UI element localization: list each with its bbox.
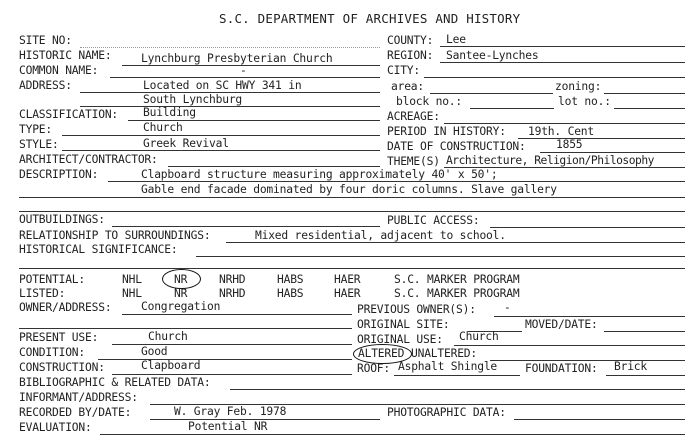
architect-line bbox=[168, 166, 380, 167]
potential-label: POTENTIAL: bbox=[19, 273, 86, 286]
listed-habs: HABS bbox=[277, 287, 304, 300]
listed-haer: HAER bbox=[334, 287, 361, 300]
potential-nrhd: NRHD bbox=[219, 273, 246, 286]
address-line2: South Lynchburg bbox=[143, 93, 243, 106]
site-no-label: SITE NO: bbox=[19, 34, 72, 47]
potential-haer: HAER bbox=[334, 273, 361, 286]
block-label: block no.: bbox=[396, 95, 463, 108]
date-label: DATE OF CONSTRUCTION: bbox=[387, 140, 526, 153]
city-line bbox=[424, 77, 685, 78]
original-site-label: ORIGINAL SITE: bbox=[357, 318, 450, 331]
informant-label: INFORMANT/ADDRESS: bbox=[19, 391, 138, 404]
condition-line bbox=[98, 359, 352, 360]
potential-marker: S.C. MARKER PROGRAM bbox=[394, 273, 520, 286]
period-label: PERIOD IN HISTORY: bbox=[387, 125, 506, 138]
relationship-label: RELATIONSHIP TO SURROUNDINGS: bbox=[19, 229, 211, 242]
address-line1: Located on SC HWY 341 in bbox=[143, 79, 302, 92]
foundation-value: Brick bbox=[614, 360, 648, 373]
region-line bbox=[440, 62, 685, 63]
outbuildings-label: OUTBUILDINGS: bbox=[19, 213, 105, 226]
unaltered-label: UNALTERED: bbox=[411, 347, 478, 360]
significance-label: HISTORICAL SIGNIFICANCE: bbox=[19, 243, 178, 256]
present-use-value: Church bbox=[148, 330, 188, 343]
foundation-label: FOUNDATION: bbox=[525, 362, 598, 375]
previous-owner-value: - bbox=[504, 301, 511, 314]
type-value: Church bbox=[143, 121, 183, 134]
address-label: ADDRESS: bbox=[19, 79, 72, 92]
listed-nhl: NHL bbox=[122, 287, 142, 300]
foundation-line bbox=[606, 375, 685, 376]
area-line bbox=[430, 93, 553, 94]
area-label: area: bbox=[391, 80, 425, 93]
description-rule-2 bbox=[19, 197, 685, 198]
roof-value: Asphalt Shingle bbox=[398, 360, 498, 373]
condition-value: Good bbox=[141, 345, 168, 358]
outbuildings-line bbox=[112, 226, 380, 227]
common-name-line bbox=[110, 77, 380, 78]
classification-value: Building bbox=[143, 106, 196, 119]
recorded-label: RECORDED BY/DATE: bbox=[19, 406, 132, 419]
photographic-line bbox=[514, 419, 685, 420]
classification-label: CLASSIFICATION: bbox=[19, 108, 119, 121]
address-line-2 bbox=[80, 106, 380, 107]
region-value: Santee-Lynches bbox=[446, 49, 539, 62]
original-use-line bbox=[454, 345, 685, 346]
present-use-label: PRESENT USE: bbox=[19, 331, 99, 344]
listed-marker: S.C. MARKER PROGRAM bbox=[394, 287, 520, 300]
moved-label: MOVED/DATE: bbox=[525, 318, 598, 331]
unaltered-line bbox=[490, 360, 685, 361]
county-label: COUNTY: bbox=[387, 34, 434, 47]
acreage-line bbox=[444, 123, 685, 124]
lot-line bbox=[614, 108, 685, 109]
evaluation-line bbox=[100, 434, 685, 435]
construction-label: CONSTRUCTION: bbox=[19, 361, 105, 374]
previous-owner-label: PREVIOUS OWNER(S): bbox=[357, 303, 476, 316]
zoning-label: zoning: bbox=[555, 80, 602, 93]
zoning-line bbox=[604, 93, 685, 94]
public-access-label: PUBLIC ACCESS: bbox=[387, 214, 480, 227]
bibliographic-line bbox=[230, 389, 685, 390]
description-rule-3 bbox=[19, 211, 685, 212]
theme-label: THEME(S) bbox=[387, 155, 440, 168]
recorded-value: W. Gray Feb. 1978 bbox=[174, 405, 287, 418]
city-label: CITY: bbox=[387, 64, 421, 77]
significance-rule bbox=[19, 268, 685, 269]
roof-label: ROOF: bbox=[357, 362, 391, 375]
construction-line bbox=[112, 374, 352, 375]
relationship-value: Mixed residential, adjacent to school. bbox=[255, 229, 506, 242]
architect-label: ARCHITECT/CONTRACTOR: bbox=[19, 153, 158, 166]
bibliographic-label: BIBLIOGRAPHIC & RELATED DATA: bbox=[19, 376, 211, 389]
description-label: DESCRIPTION: bbox=[19, 168, 99, 181]
region-label: REGION: bbox=[387, 49, 434, 62]
condition-label: CONDITION: bbox=[19, 346, 86, 359]
description-line1: Clapboard structure measuring approximately 40' x 50'; bbox=[141, 168, 498, 181]
period-value: 19th. Cent bbox=[528, 125, 595, 138]
potential-habs: HABS bbox=[277, 273, 304, 286]
potential-nr-circle bbox=[162, 269, 201, 289]
type-label: TYPE: bbox=[19, 123, 53, 136]
page-title: S.C. DEPARTMENT OF ARCHIVES AND HISTORY bbox=[219, 11, 521, 26]
listed-nrhd: NRHD bbox=[219, 287, 246, 300]
moved-line bbox=[604, 331, 685, 332]
original-use-label: ORIGINAL USE: bbox=[357, 333, 443, 346]
lot-label: lot no.: bbox=[558, 95, 611, 108]
evaluation-label: EVALUATION: bbox=[19, 421, 92, 434]
public-access-line bbox=[490, 227, 685, 228]
roof-line bbox=[394, 375, 520, 376]
evaluation-value: Potential NR bbox=[188, 420, 268, 433]
historic-name-label: HISTORIC NAME: bbox=[19, 49, 112, 62]
relationship-line bbox=[226, 242, 685, 243]
style-value: Greek Revival bbox=[143, 137, 229, 150]
owner-label: OWNER/ADDRESS: bbox=[19, 301, 112, 314]
common-name-value: - bbox=[240, 64, 247, 77]
block-line bbox=[470, 108, 554, 109]
owner-value: Congregation bbox=[141, 300, 221, 313]
potential-nhl: NHL bbox=[122, 273, 142, 286]
county-value: Lee bbox=[446, 33, 466, 46]
period-line bbox=[518, 138, 685, 139]
significance-line bbox=[196, 256, 685, 257]
listed-label: LISTED: bbox=[19, 287, 66, 300]
date-line bbox=[540, 152, 685, 153]
common-name-label: COMMON NAME: bbox=[19, 64, 99, 77]
description-line2: Gable end facade dominated by four doric columns. Slave gallery bbox=[141, 183, 557, 196]
style-label: STYLE: bbox=[19, 138, 59, 151]
acreage-label: ACREAGE: bbox=[387, 110, 440, 123]
historic-name-value: Lynchburg Presbyterian Church bbox=[141, 52, 333, 65]
county-line bbox=[440, 46, 685, 47]
style-line bbox=[62, 150, 380, 151]
historic-name-line bbox=[122, 65, 380, 66]
listed-nr: NR bbox=[174, 287, 188, 300]
type-line bbox=[62, 135, 380, 136]
site-no-line bbox=[80, 47, 380, 48]
description-rule-1 bbox=[108, 181, 685, 182]
original-use-value: Church bbox=[459, 330, 499, 343]
construction-value: Clapboard bbox=[141, 359, 201, 372]
owner-rule-2 bbox=[19, 328, 352, 329]
photographic-label: PHOTOGRAPHIC DATA: bbox=[387, 406, 506, 419]
owner-line bbox=[122, 314, 352, 315]
theme-value: Architecture, Religion/Philosophy bbox=[446, 154, 654, 167]
altered-label: ALTERED bbox=[358, 347, 405, 360]
previous-owner-line bbox=[494, 316, 685, 317]
potential-nr: NR bbox=[174, 273, 188, 286]
date-value: 1855 bbox=[556, 138, 583, 151]
